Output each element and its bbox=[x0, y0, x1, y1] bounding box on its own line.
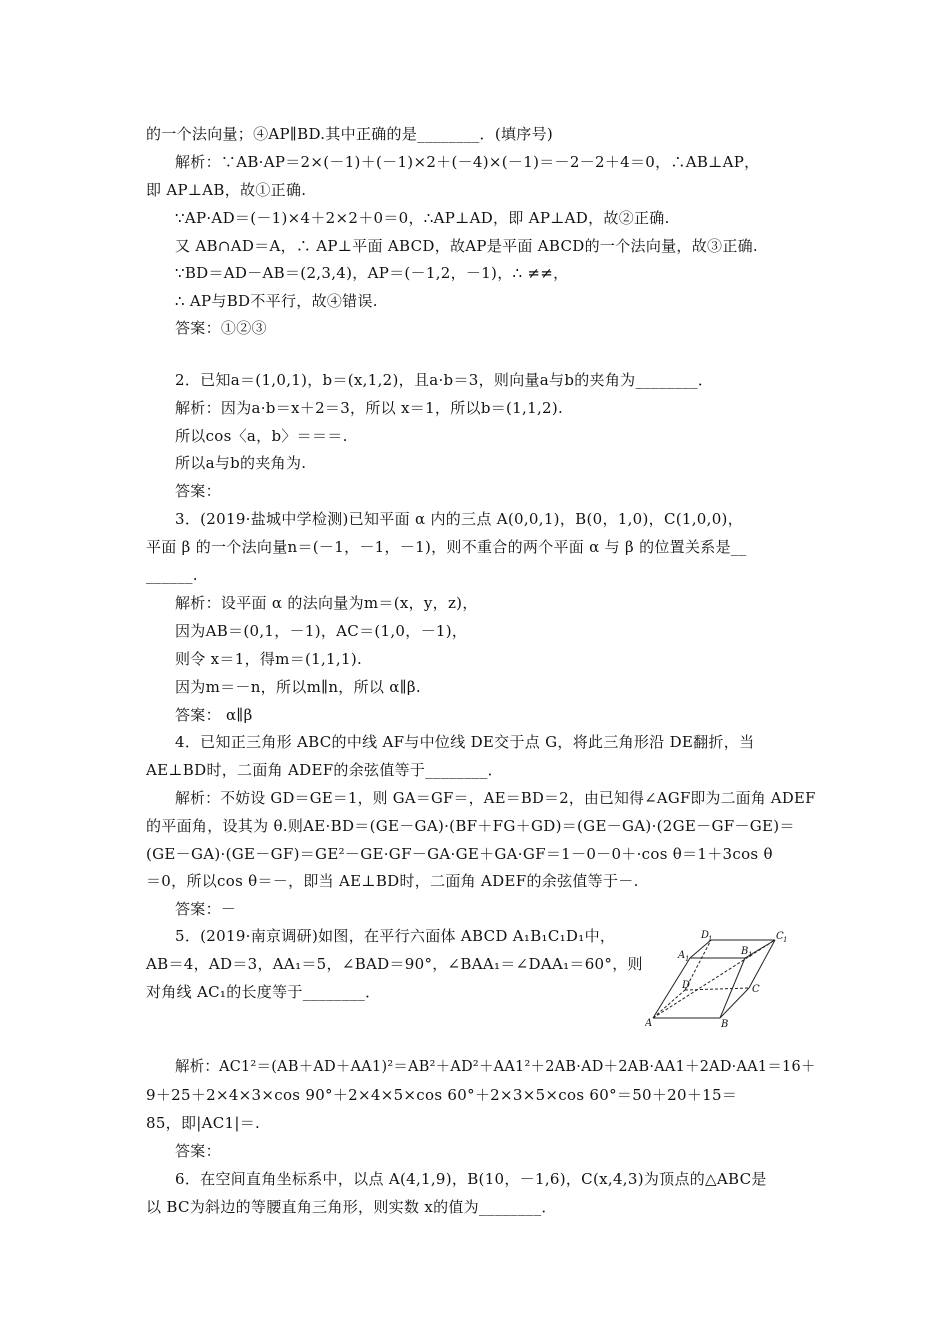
label-b: B bbox=[721, 1019, 729, 1028]
diagonal-ac1 bbox=[653, 940, 775, 1018]
text-line: ＝0，所以cos θ＝－，即当 AE⊥BD时，二面角 ADEF的余弦值等于－. bbox=[146, 872, 639, 890]
text-line: 所以a与b的夹角为. bbox=[175, 454, 307, 472]
text-line: 因为m＝－n，所以m∥n，所以 α∥β. bbox=[175, 678, 421, 696]
label-d: D bbox=[682, 980, 691, 991]
question-line: 4．已知正三角形 ABC的中线 AF与中位线 DE交于点 G，将此三角形沿 DE翻折，当 bbox=[175, 733, 755, 751]
label-d1-sub: 1 bbox=[708, 935, 713, 943]
answer-line: 答案： bbox=[175, 482, 221, 500]
edge-bc bbox=[720, 988, 749, 1018]
text-line: 即 AP⊥AB，故①正确. bbox=[146, 181, 307, 199]
text-line: 对角线 AC₁的长度等于________． bbox=[146, 983, 381, 1001]
label-d1: D bbox=[701, 930, 710, 941]
question-line: 2．已知a＝(1,0,1)，b＝(x,1,2)，且a·b＝3，则向量a与b的夹角为________． bbox=[175, 371, 714, 389]
answer-line: 答案： bbox=[175, 1142, 221, 1160]
label-b1-sub: 1 bbox=[748, 951, 753, 959]
question-line: 5．(2019·南京调研)如图，在平行六面体 ABCD A₁B₁C₁D₁中， bbox=[175, 927, 616, 945]
text-line: 9＋25＋2×4×3×cos 90°＋2×4×5×cos 60°＋2×3×5×cos 60°＝50＋20＋15＝ bbox=[146, 1086, 738, 1104]
text-line: 因为AB＝(0,1，－1)，AC＝(1,0，－1)， bbox=[175, 622, 468, 640]
question-line: 6．在空间直角坐标系中，以点 A(4,1,9)，B(10，－1,6)，C(x,4,3)为顶点的△ABC是 bbox=[175, 1170, 767, 1188]
text-line: 85，即|AC1|＝. bbox=[146, 1114, 261, 1132]
text-line: 则令 x＝1，得m＝(1,1,1). bbox=[175, 650, 363, 668]
text-line: 的平面角，设其为 θ.则AE·BD＝(GE－GA)·(BF＋FG＋GD)＝(GE－GA)·(2GE－GF－GE)＝ bbox=[146, 817, 795, 835]
text-line: 以 BC为斜边的等腰直角三角形，则实数 x的值为________． bbox=[146, 1198, 557, 1216]
text-line: ______. bbox=[146, 566, 198, 584]
label-c: C bbox=[752, 984, 760, 995]
answer-line: 答案：－ bbox=[175, 900, 237, 918]
text-line: ∵BD＝AD－AB＝(2,3,4)，AP＝(－1,2，－1)，∴ ≠≠， bbox=[175, 264, 569, 282]
text-line: AB＝4，AD＝3，AA₁＝5，∠BAD＝90°，∠BAA₁＝∠DAA₁＝60°，则 bbox=[146, 955, 643, 973]
answer-line: 答案：①②③ bbox=[175, 319, 267, 337]
text-line: 解析：AC1²＝(AB＋AD＋AA1)²＝AB²＋AD²＋AA1²＋2AB·AD＋2AB·AA1＋2AD·AA1＝16＋ bbox=[175, 1057, 816, 1075]
label-b1: B bbox=[741, 946, 749, 957]
text-line: (GE－GA)·(GE－GF)＝GE²－GE·GF－GA·GE＋GA·GF＝1－0－0＋·cos θ＝1＋3cos θ bbox=[146, 845, 773, 863]
answer-line: 答案： α∥β bbox=[175, 706, 253, 724]
text-line: ∴ AP与BD不平行，故④错误. bbox=[175, 292, 378, 310]
text-line: 的一个法向量；④AP∥BD.其中正确的是________．(填序号) bbox=[146, 125, 554, 143]
label-a: A bbox=[645, 1018, 653, 1028]
label-c1: C bbox=[776, 931, 784, 942]
text-line: ∵AP·AD＝(－1)×4＋2×2＋0＝0，∴AP⊥AD，即 AP⊥AD，故②正确. bbox=[175, 209, 670, 227]
edge-dc-hidden bbox=[685, 988, 749, 990]
parallelepiped-figure bbox=[645, 928, 805, 1028]
label-a1: A bbox=[678, 950, 686, 961]
text-line: 平面 β 的一个法向量n＝(－1，－1，－1)，则不重合的两个平面 α 与 β 的位置关系是__ bbox=[146, 538, 747, 556]
text-line: 解析：因为a·b＝x＋2＝3，所以 x＝1，所以b＝(1,1,2). bbox=[175, 399, 564, 417]
edge-cc1 bbox=[749, 940, 775, 988]
text-line: 又 AB∩AD＝A，∴ AP⊥平面 ABCD，故AP是平面 ABCD的一个法向量，故③正确. bbox=[175, 237, 758, 255]
question-line: 3．(2019·盐城中学检测)已知平面 α 内的三点 A(0,0,1)，B(0，1,0)，C(1,0,0)， bbox=[175, 510, 744, 528]
edge-ad-hidden bbox=[653, 990, 685, 1018]
text-line: AE⊥BD时，二面角 ADEF的余弦值等于________． bbox=[146, 761, 503, 779]
text-line: 解析：设平面 α 的法向量为m＝(x，y，z)， bbox=[175, 594, 478, 612]
text-line: 解析：不妨设 GD＝GE＝1，则 GA＝GF＝，AE＝BD＝2，由已知得∠AGF即为二面角 ADEF bbox=[175, 789, 816, 807]
text-line: 所以cos〈a，b〉＝＝＝. bbox=[175, 427, 348, 445]
text-line: 解析：∵AB·AP＝2×(－1)＋(－1)×2＋(－4)×(－1)＝－2－2＋4＝0，∴AB⊥AP， bbox=[175, 153, 760, 171]
label-a1-sub: 1 bbox=[685, 955, 690, 963]
label-c1-sub: 1 bbox=[783, 936, 788, 944]
